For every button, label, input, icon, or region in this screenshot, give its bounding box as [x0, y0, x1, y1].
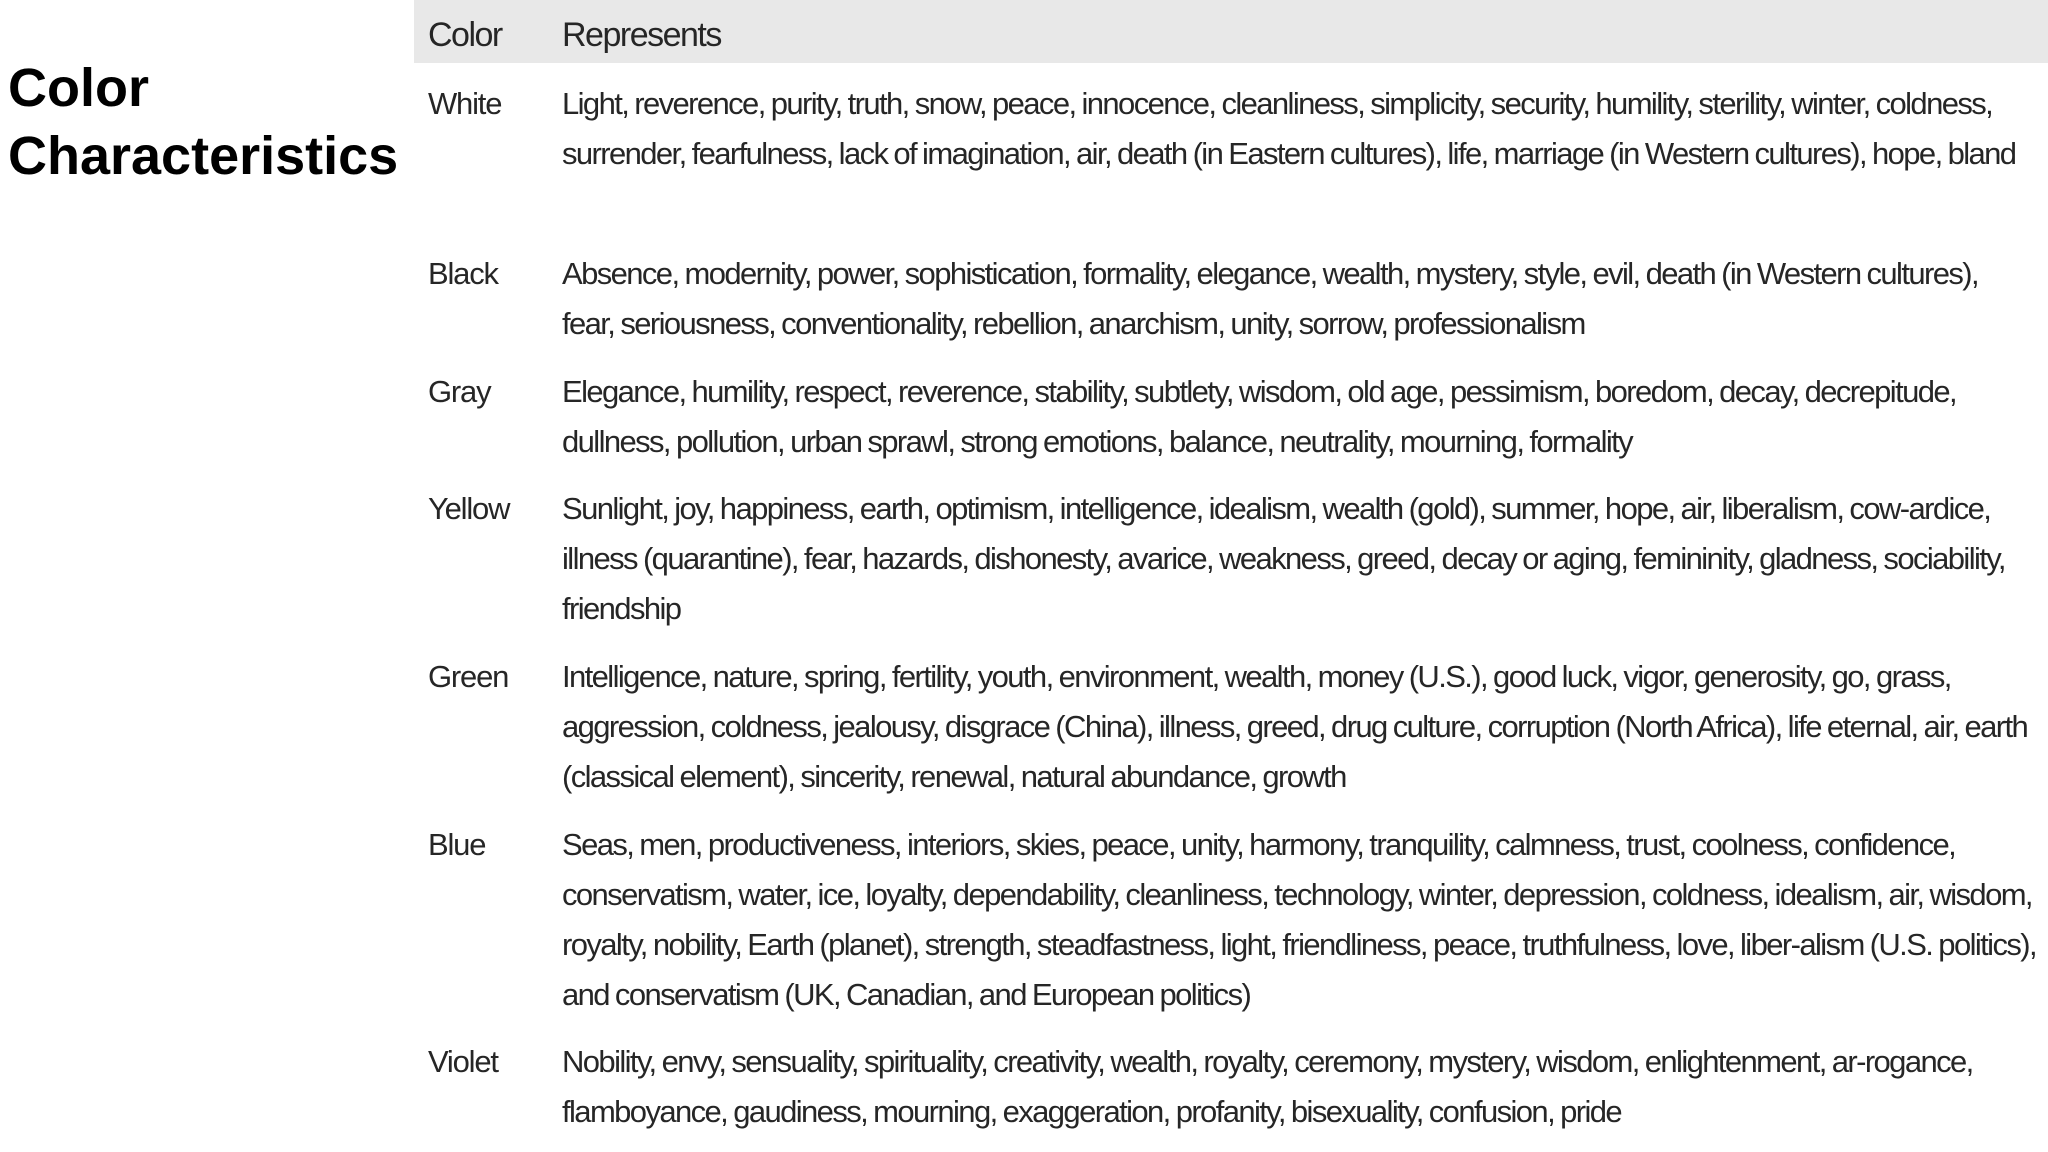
table-row	[414, 652, 2048, 820]
color-name: Green	[428, 659, 509, 694]
table-row	[414, 1037, 2048, 1152]
slide-title	[8, 54, 418, 190]
color-meaning: Nobility, envy, sensuality, spirituality, creativity, wealth, royalty, ceremony, mystery, wisdom, enlightenment, ar-rogance, flamboyance, gaudiness, mourning, exaggeration, profanity, bisexuality, confusion, pride	[562, 1044, 1973, 1129]
color-meaning: Seas, men, productiveness, interiors, skies, peace, unity, harmony, tranquility, calmness, trust, coolness, confidence, conservatism, water, ice, loyalty, dependability, cleanliness, technology, winter, depression, coldness, idealism, air, wisdom, royalty, nobility, Earth (planet), strength, steadfastness, light, friendliness, peace, truthfulness, love, liber-alism (U.S. politics), and conservatism (UK, Canadian, and European politics)	[562, 827, 2036, 1012]
color-meaning: Absence, modernity, power, sophistication, formality, elegance, wealth, mystery, style, evil, death (in Western cultures), fear, seriousness, conventionality, rebellion, anarchism, unity, sorrow, professionalism	[562, 256, 1978, 341]
table-row	[414, 249, 2048, 367]
header-represents: Represents	[562, 16, 721, 54]
color-name: Black	[428, 256, 498, 291]
header-color: Color	[428, 16, 502, 54]
table-row	[414, 484, 2048, 652]
color-name: Blue	[428, 827, 486, 862]
color-meaning: Sunlight, joy, happiness, earth, optimism, intelligence, idealism, wealth (gold), summer, hope, air, liberalism, cow-ardice, illness (quarantine), fear, hazards, dishonesty, avarice, weakness, greed, decay or aging, femininity, gladness, sociability, friendship	[562, 491, 2005, 626]
color-name: Yellow	[428, 491, 510, 526]
color-meaning: Elegance, humility, respect, reverence, stability, subtlety, wisdom, old age, pessimism, boredom, decay, decrepitude, dullness, pollution, urban sprawl, strong emotions, balance, neutrality, mourning, formality	[562, 374, 1957, 459]
table-row	[414, 79, 2048, 249]
table-row	[414, 367, 2048, 484]
table-header	[414, 0, 2048, 63]
color-table	[414, 0, 2048, 1152]
slide-title-line-1: Color	[8, 58, 149, 118]
color-name: Gray	[428, 374, 491, 409]
color-name: White	[428, 86, 502, 121]
color-meaning: Intelligence, nature, spring, fertility, youth, environment, wealth, money (U.S.), good luck, vigor, generosity, go, grass, aggression, coldness, jealousy, disgrace (China), illness, greed, drug culture, corruption (North Africa), life eternal, air, earth (classical element), sincerity, renewal, natural abundance, growth	[562, 659, 2028, 794]
table-row	[414, 820, 2048, 1037]
color-meaning: Light, reverence, purity, truth, snow, peace, innocence, cleanliness, simplicity, security, humility, sterility, winter, coldness, surrender, fearfulness, lack of imagination, air, death (in Eastern cultures), life, marriage (in Western cultures), hope, bland	[562, 86, 2016, 171]
color-name: Violet	[428, 1044, 498, 1079]
slide-title-line-2: Characteristics	[8, 126, 399, 186]
